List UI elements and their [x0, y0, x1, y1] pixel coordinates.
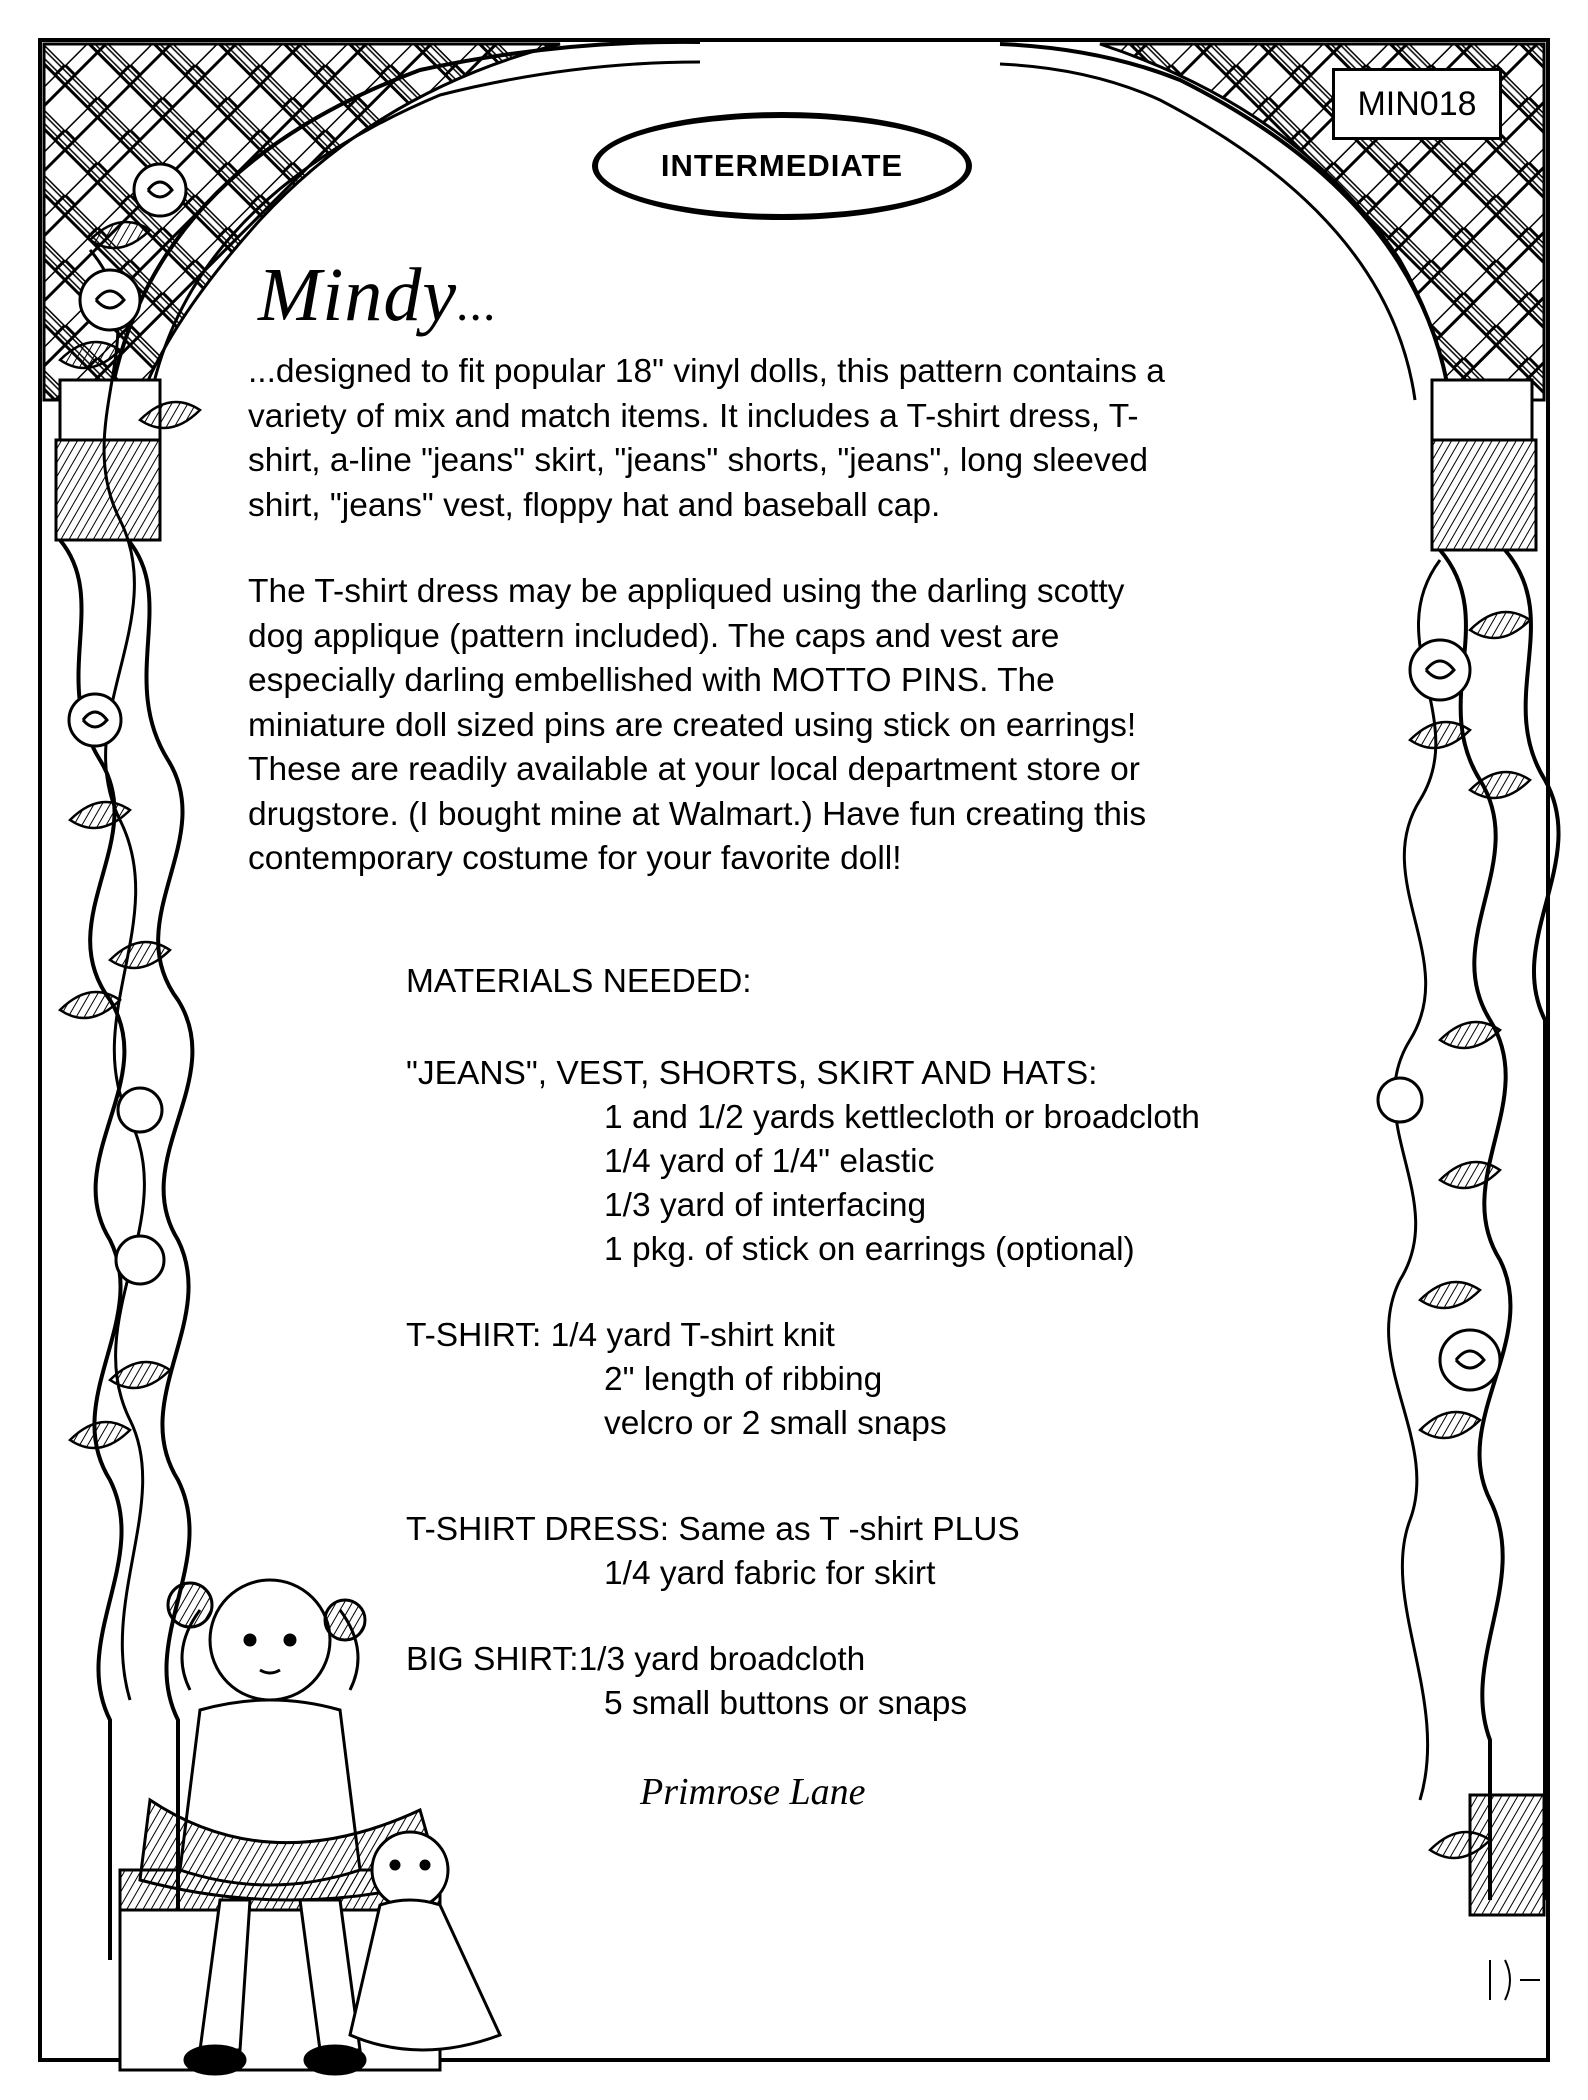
material-item: 5 small buttons or snaps — [604, 1685, 968, 1722]
materials-group-big-shirt — [406, 1638, 1356, 1726]
page-title — [258, 252, 498, 339]
group-label: BIG SHIRT: — [406, 1641, 579, 1678]
text-line: variety of mix and match items. It includes a T-shirt dress, T- — [248, 397, 1139, 435]
materials-group-tshirt-dress — [406, 1508, 1356, 1596]
material-item: 2" length of ribbing — [604, 1361, 883, 1398]
text-line: The T-shirt dress may be appliqued using the darling scotty — [248, 573, 1125, 610]
left-pillar — [56, 380, 192, 1960]
text-line: shirt, "jeans" vest, floppy hat and baseball cap. — [248, 486, 941, 524]
text-line: contemporary costume for your favorite doll! — [248, 840, 902, 877]
artist-monogram — [1490, 1960, 1540, 2000]
title-name: Mindy — [258, 253, 458, 337]
material-item: 1 pkg. of stick on earrings (optional) — [604, 1231, 1135, 1268]
text-line: dog applique (pattern included). The caps and vest are — [248, 617, 1060, 655]
materials-heading: MATERIALS NEEDED: — [406, 963, 752, 1000]
group-label: T-SHIRT: — [406, 1317, 551, 1354]
text-line: drugstore. (I bought mine at Walmart.) Have fun creating this — [248, 795, 1147, 833]
text-line: especially darling embellished with MOTTO PINS. The — [248, 662, 1055, 699]
material-item: 1 and 1/2 yards kettlecloth or broadcloth — [604, 1099, 1200, 1136]
materials-list — [406, 960, 1356, 1768]
material-item: 1/4 yard of 1/4" elastic — [604, 1143, 935, 1180]
skill-level-badge: INTERMEDIATE — [592, 112, 972, 220]
material-item: 1/4 yard fabric for skirt — [604, 1555, 936, 1592]
group-label: T-SHIRT DRESS: Same as T -shirt PLUS — [406, 1511, 1020, 1548]
materials-group-jeans — [406, 1052, 1356, 1272]
intro-paragraph-2 — [248, 570, 1348, 882]
materials-group-tshirt — [406, 1314, 1356, 1446]
text-line: ...designed to fit popular 18" vinyl dolls, this pattern contains a — [248, 353, 1165, 390]
text-line: miniature doll sized pins are created using stick on earrings! — [248, 706, 1137, 744]
material-item: 1/3 yard of interfacing — [604, 1187, 927, 1224]
pattern-code-box: MIN018 — [1332, 68, 1502, 140]
material-item: velcro or 2 small snaps — [604, 1405, 947, 1442]
intro-paragraph-1 — [248, 350, 1348, 528]
brand-signature: Primrose Lane — [640, 1771, 866, 1813]
material-item: 1/3 yard broadcloth — [578, 1641, 866, 1678]
text-line: shirt, a-line "jeans" skirt, "jeans" shorts, "jeans", long sleeved — [248, 442, 1148, 479]
group-label: "JEANS", VEST, SHORTS, SKIRT AND HATS: — [406, 1055, 1098, 1092]
title-ellipsis: ... — [457, 275, 498, 331]
material-item: 1/4 yard T-shirt knit — [550, 1317, 835, 1354]
right-pillar — [1432, 380, 1559, 1915]
text-line: These are readily available at your local department store or — [248, 751, 1140, 788]
